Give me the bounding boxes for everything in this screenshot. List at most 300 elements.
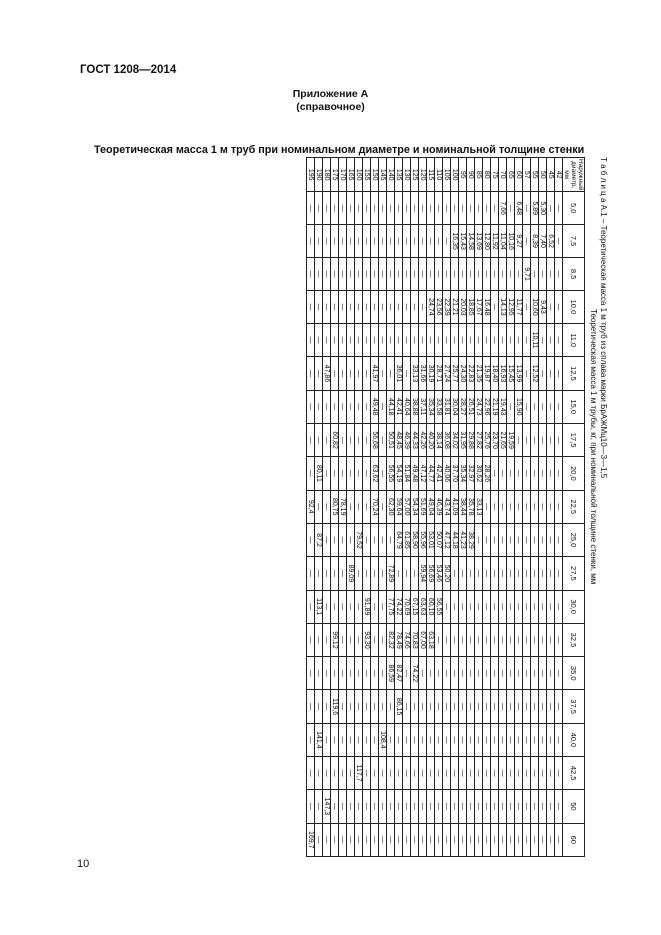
mass-cell: 19,87 bbox=[483, 357, 491, 390]
mass-cell: — bbox=[555, 390, 563, 423]
mass-cell: — bbox=[331, 523, 339, 556]
mass-cell: 99,12 bbox=[331, 623, 339, 656]
mass-cell: — bbox=[355, 690, 363, 723]
mass-cell: — bbox=[483, 790, 491, 823]
mass-cell: — bbox=[371, 590, 379, 623]
mass-cell: — bbox=[403, 224, 411, 257]
mass-cell: — bbox=[523, 423, 531, 456]
mass-cell: 25,77 bbox=[451, 357, 459, 390]
mass-cell: 38,44 bbox=[459, 490, 467, 523]
mass-cell: — bbox=[435, 757, 443, 790]
mass-cell: — bbox=[467, 723, 475, 756]
mass-cell: — bbox=[379, 523, 387, 556]
mass-cell: 7,66 bbox=[499, 192, 507, 225]
mass-cell: — bbox=[371, 657, 379, 690]
mass-cell: — bbox=[419, 258, 427, 291]
mass-cell: 63,62 bbox=[371, 457, 379, 490]
mass-cell: — bbox=[379, 457, 387, 490]
mass-cell: — bbox=[451, 192, 459, 225]
mass-cell: — bbox=[515, 523, 523, 556]
mass-cell: — bbox=[499, 590, 507, 623]
mass-cell: — bbox=[395, 757, 403, 790]
mass-cell: — bbox=[411, 192, 419, 225]
mass-cell: 18,85 bbox=[467, 290, 475, 323]
mass-cell: — bbox=[491, 457, 499, 490]
mass-cell: 93,30 bbox=[363, 623, 371, 656]
mass-cell: 141,4 bbox=[315, 723, 323, 756]
mass-cell: — bbox=[315, 224, 323, 257]
diameter-cell: 195 bbox=[307, 158, 315, 192]
mass-cell: — bbox=[523, 690, 531, 723]
table-row bbox=[539, 158, 547, 857]
table-row bbox=[547, 158, 555, 857]
mass-cell: — bbox=[371, 224, 379, 257]
mass-cell: — bbox=[499, 557, 507, 590]
mass-cell: 11,77 bbox=[515, 290, 523, 323]
mass-cell: — bbox=[323, 390, 331, 423]
mass-cell: — bbox=[403, 757, 411, 790]
mass-cell: 63,63 bbox=[419, 590, 427, 623]
mass-cell: — bbox=[331, 258, 339, 291]
mass-cell: — bbox=[539, 657, 547, 690]
diameter-cell: 100 bbox=[451, 158, 459, 192]
mass-cell: — bbox=[523, 192, 531, 225]
mass-cell: — bbox=[387, 192, 395, 225]
mass-cell: — bbox=[387, 258, 395, 291]
header-row bbox=[563, 158, 585, 857]
mass-cell: — bbox=[347, 423, 355, 456]
mass-cell: 67,15 bbox=[411, 590, 419, 623]
mass-cell: — bbox=[547, 823, 555, 856]
mass-cell: — bbox=[307, 657, 315, 690]
mass-cell: — bbox=[323, 823, 331, 856]
mass-cell: — bbox=[443, 790, 451, 823]
table-subcaption: Теоретическая масса 1 м трубы, кг, при номинальной толщине стенки, мм bbox=[589, 309, 598, 585]
mass-cell: 9,43 bbox=[539, 290, 547, 323]
mass-cell: 42,41 bbox=[395, 390, 403, 423]
table-row bbox=[403, 158, 411, 857]
mass-cell: — bbox=[371, 290, 379, 323]
mass-cell: 27,82 bbox=[475, 423, 483, 456]
mass-cell: — bbox=[539, 623, 547, 656]
mass-cell: — bbox=[451, 258, 459, 291]
mass-cell: — bbox=[323, 290, 331, 323]
table-row bbox=[379, 158, 387, 857]
mass-cell: — bbox=[483, 523, 491, 556]
mass-cell: — bbox=[483, 757, 491, 790]
mass-cell: — bbox=[435, 623, 443, 656]
mass-cell: 44,18 bbox=[451, 523, 459, 556]
mass-cell: — bbox=[323, 757, 331, 790]
mass-cell: — bbox=[371, 523, 379, 556]
mass-cell: — bbox=[483, 590, 491, 623]
mass-cell: — bbox=[555, 290, 563, 323]
mass-cell: — bbox=[347, 490, 355, 523]
mass-cell: 59,94 bbox=[419, 557, 427, 590]
mass-cell: — bbox=[347, 290, 355, 323]
mass-cell: 49,48 bbox=[371, 390, 379, 423]
mass-cell: — bbox=[507, 623, 515, 656]
mass-cell: — bbox=[371, 757, 379, 790]
mass-cell: 37,11 bbox=[419, 390, 427, 423]
mass-cell: — bbox=[451, 723, 459, 756]
mass-cell: — bbox=[371, 690, 379, 723]
mass-cell: — bbox=[395, 324, 403, 357]
mass-cell: — bbox=[507, 192, 515, 225]
mass-cell: 41,09 bbox=[451, 490, 459, 523]
mass-cell: — bbox=[523, 623, 531, 656]
mass-cell: — bbox=[467, 657, 475, 690]
mass-cell: — bbox=[403, 690, 411, 723]
mass-cell: — bbox=[531, 723, 539, 756]
mass-cell: — bbox=[547, 523, 555, 556]
diameter-cell: 55 bbox=[531, 158, 539, 192]
mass-cell: — bbox=[435, 258, 443, 291]
mass-cell: — bbox=[539, 557, 547, 590]
mass-cell: — bbox=[531, 623, 539, 656]
mass-cell: — bbox=[491, 590, 499, 623]
mass-cell: — bbox=[339, 623, 347, 656]
mass-cell: 60,82 bbox=[331, 423, 339, 456]
mass-cell: — bbox=[323, 690, 331, 723]
mass-cell: — bbox=[331, 823, 339, 856]
mass-cell: — bbox=[539, 590, 547, 623]
mass-cell: — bbox=[507, 657, 515, 690]
mass-cell: — bbox=[467, 324, 475, 357]
mass-cell: 38,14 bbox=[435, 423, 443, 456]
table-row bbox=[451, 158, 459, 857]
diameter-cell: 120 bbox=[419, 158, 427, 192]
mass-cell: — bbox=[491, 557, 499, 590]
mass-cell: — bbox=[379, 290, 387, 323]
mass-cell: — bbox=[363, 523, 371, 556]
mass-cell: 58,90 bbox=[411, 523, 419, 556]
diameter-cell: 105 bbox=[443, 158, 451, 192]
mass-cell: — bbox=[491, 258, 499, 291]
mass-cell: — bbox=[547, 258, 555, 291]
mass-cell: — bbox=[523, 357, 531, 390]
appendix-heading bbox=[0, 88, 661, 114]
mass-cell: — bbox=[307, 423, 315, 456]
mass-cell: 34,02 bbox=[451, 423, 459, 456]
mass-cell: — bbox=[555, 192, 563, 225]
mass-cell: — bbox=[427, 324, 435, 357]
mass-cell: 51,84 bbox=[403, 457, 411, 490]
mass-cell: 35,78 bbox=[467, 490, 475, 523]
mass-cell: 36,01 bbox=[395, 357, 403, 390]
mass-cell: — bbox=[507, 690, 515, 723]
mass-cell: — bbox=[555, 423, 563, 456]
mass-cell: — bbox=[555, 823, 563, 856]
header-cell: 25,0 bbox=[563, 523, 585, 556]
mass-cell: 41,97 bbox=[371, 357, 379, 390]
mass-cell: — bbox=[379, 823, 387, 856]
mass-cell: — bbox=[531, 390, 539, 423]
mass-cell: 117,7 bbox=[355, 757, 363, 790]
mass-cell: — bbox=[355, 557, 363, 590]
mass-cell: — bbox=[475, 192, 483, 225]
mass-cell: 31,81 bbox=[443, 390, 451, 423]
mass-cell: — bbox=[531, 690, 539, 723]
mass-cell: — bbox=[547, 390, 555, 423]
mass-cell: 60,10 bbox=[427, 590, 435, 623]
mass-cell: — bbox=[355, 224, 363, 257]
mass-cell: — bbox=[347, 790, 355, 823]
mass-cell: — bbox=[459, 324, 467, 357]
mass-cell: 17,67 bbox=[475, 290, 483, 323]
mass-cell: — bbox=[411, 690, 419, 723]
mass-cell: — bbox=[491, 324, 499, 357]
mass-cell: — bbox=[555, 623, 563, 656]
mass-cell: — bbox=[363, 690, 371, 723]
mass-cell: — bbox=[491, 490, 499, 523]
mass-cell: 26,51 bbox=[467, 390, 475, 423]
diameter-header: Наружный диаметр, мм bbox=[563, 159, 584, 191]
mass-cell: — bbox=[347, 690, 355, 723]
mass-cell: — bbox=[379, 490, 387, 523]
mass-cell: 53,01 bbox=[427, 523, 435, 556]
mass-cell: — bbox=[547, 757, 555, 790]
mass-cell: — bbox=[499, 690, 507, 723]
table-row bbox=[523, 158, 531, 857]
mass-cell: — bbox=[355, 357, 363, 390]
mass-cell: — bbox=[411, 557, 419, 590]
mass-cell: — bbox=[523, 657, 531, 690]
diameter-cell: 145 bbox=[379, 158, 387, 192]
mass-cell: — bbox=[499, 823, 507, 856]
mass-cell: — bbox=[347, 390, 355, 423]
mass-cell: — bbox=[459, 192, 467, 225]
mass-cell: — bbox=[395, 192, 403, 225]
mass-cell: — bbox=[555, 224, 563, 257]
mass-cell: — bbox=[555, 357, 563, 390]
mass-cell: — bbox=[475, 690, 483, 723]
mass-cell: 16,93 bbox=[499, 357, 507, 390]
mass-cell: — bbox=[515, 790, 523, 823]
mass-cell: — bbox=[555, 324, 563, 357]
mass-cell: — bbox=[435, 192, 443, 225]
mass-cell: — bbox=[491, 823, 499, 856]
mass-cell: 55,96 bbox=[419, 523, 427, 556]
mass-cell: — bbox=[315, 290, 323, 323]
header-cell: 11,0 bbox=[563, 324, 585, 357]
mass-cell: 31,66 bbox=[419, 357, 427, 390]
mass-cell: 119,6 bbox=[331, 690, 339, 723]
mass-cell: 12,95 bbox=[507, 290, 515, 323]
header-cell: 60 bbox=[563, 823, 585, 856]
mass-cell: — bbox=[531, 258, 539, 291]
mass-cell: 50,51 bbox=[387, 423, 395, 456]
mass-cell: — bbox=[363, 823, 371, 856]
mass-cell: — bbox=[443, 324, 451, 357]
mass-cell: — bbox=[379, 390, 387, 423]
mass-cell: 14,58 bbox=[467, 224, 475, 257]
mass-cell: 7,40 bbox=[539, 224, 547, 257]
mass-cell: — bbox=[419, 224, 427, 257]
mass-cell: 25,76 bbox=[483, 423, 491, 456]
mass-cell: — bbox=[499, 657, 507, 690]
mass-cell: — bbox=[547, 490, 555, 523]
mass-cell: — bbox=[427, 723, 435, 756]
mass-cell: — bbox=[355, 723, 363, 756]
mass-cell: 63,18 bbox=[427, 623, 435, 656]
mass-cell: — bbox=[323, 457, 331, 490]
mass-cell: — bbox=[491, 192, 499, 225]
mass-cell: — bbox=[347, 623, 355, 656]
table-row bbox=[331, 158, 339, 857]
table-row bbox=[307, 158, 315, 857]
mass-cell: — bbox=[411, 258, 419, 291]
mass-cell: — bbox=[531, 823, 539, 856]
mass-cell: 50,20 bbox=[443, 557, 451, 590]
mass-cell: — bbox=[475, 723, 483, 756]
mass-cell: — bbox=[491, 657, 499, 690]
mass-cell: 24,74 bbox=[427, 290, 435, 323]
mass-cell: — bbox=[331, 723, 339, 756]
mass-cell: — bbox=[379, 357, 387, 390]
table-row bbox=[315, 158, 323, 857]
mass-cell: 72,89 bbox=[387, 557, 395, 590]
mass-cell: — bbox=[483, 192, 491, 225]
mass-cell: — bbox=[387, 290, 395, 323]
mass-cell: — bbox=[531, 457, 539, 490]
table-row bbox=[419, 158, 427, 857]
mass-cell: — bbox=[539, 690, 547, 723]
mass-cell: 28,27 bbox=[459, 390, 467, 423]
mass-cell: 44,33 bbox=[411, 423, 419, 456]
table-row bbox=[323, 158, 331, 857]
mass-cell: — bbox=[539, 523, 547, 556]
mass-cell: 54,34 bbox=[411, 490, 419, 523]
mass-cell: — bbox=[539, 324, 547, 357]
mass-cell: 11,04 bbox=[499, 224, 507, 257]
mass-cell: — bbox=[435, 690, 443, 723]
header-cell: 10,0 bbox=[563, 290, 585, 323]
header-cell: 20,0 bbox=[563, 457, 585, 490]
mass-cell: — bbox=[555, 690, 563, 723]
mass-cell: — bbox=[315, 623, 323, 656]
table-row bbox=[555, 158, 563, 857]
mass-cell: — bbox=[523, 590, 531, 623]
mass-cell: — bbox=[331, 590, 339, 623]
mass-cell: — bbox=[459, 258, 467, 291]
mass-cell: 40,64 bbox=[403, 390, 411, 423]
mass-cell: — bbox=[419, 290, 427, 323]
mass-cell: — bbox=[475, 623, 483, 656]
mass-cell: — bbox=[443, 823, 451, 856]
mass-cell: — bbox=[523, 324, 531, 357]
mass-cell: 42,26 bbox=[419, 423, 427, 456]
mass-cell: — bbox=[387, 224, 395, 257]
mass-cell: — bbox=[355, 823, 363, 856]
mass-cell: — bbox=[547, 657, 555, 690]
mass-cell: — bbox=[555, 258, 563, 291]
diameter-cell: 170 bbox=[339, 158, 347, 192]
mass-cell: — bbox=[491, 523, 499, 556]
mass-cell: — bbox=[379, 590, 387, 623]
mass-cell: — bbox=[491, 290, 499, 323]
mass-cell: — bbox=[475, 523, 483, 556]
appendix-note: (справочное) bbox=[296, 101, 365, 113]
mass-cell: — bbox=[307, 357, 315, 390]
mass-cell: — bbox=[459, 557, 467, 590]
mass-cell: — bbox=[467, 557, 475, 590]
mass-cell: 19,59 bbox=[507, 423, 515, 456]
mass-cell: — bbox=[467, 690, 475, 723]
mass-cell: 47,12 bbox=[443, 523, 451, 556]
mass-cell: 64,79 bbox=[395, 523, 403, 556]
mass-cell: 30,19 bbox=[427, 357, 435, 390]
mass-cell: 82,47 bbox=[395, 657, 403, 690]
mass-cell: — bbox=[419, 757, 427, 790]
mass-cell: 57,00 bbox=[403, 490, 411, 523]
mass-cell: — bbox=[363, 557, 371, 590]
mass-cell: — bbox=[443, 192, 451, 225]
header-cell: 17,5 bbox=[563, 423, 585, 456]
mass-cell: — bbox=[555, 557, 563, 590]
mass-cell: — bbox=[307, 457, 315, 490]
mass-cell: — bbox=[347, 590, 355, 623]
mass-cell: 74,22 bbox=[411, 657, 419, 690]
mass-cell: — bbox=[435, 790, 443, 823]
mass-cell: 61,85 bbox=[403, 523, 411, 556]
mass-cell: — bbox=[307, 258, 315, 291]
mass-cell: 12,52 bbox=[531, 357, 539, 390]
mass-cell: — bbox=[467, 623, 475, 656]
mass-cell: — bbox=[427, 192, 435, 225]
mass-cell: — bbox=[339, 823, 347, 856]
mass-cell: — bbox=[459, 657, 467, 690]
mass-cell: — bbox=[339, 723, 347, 756]
mass-cell: — bbox=[363, 192, 371, 225]
mass-cell: 24,30 bbox=[459, 357, 467, 390]
mass-cell: 70,83 bbox=[411, 623, 419, 656]
mass-cell: 47,86 bbox=[323, 357, 331, 390]
mass-cell: 23,56 bbox=[435, 290, 443, 323]
mass-cell: — bbox=[475, 258, 483, 291]
diameter-cell: 75 bbox=[491, 158, 499, 192]
mass-cell: 13,99 bbox=[515, 357, 523, 390]
mass-cell: — bbox=[547, 423, 555, 456]
mass-cell: 14,13 bbox=[499, 290, 507, 323]
table-row bbox=[339, 158, 347, 857]
mass-cell: — bbox=[307, 290, 315, 323]
mass-cell: — bbox=[307, 757, 315, 790]
mass-cell: — bbox=[475, 590, 483, 623]
mass-cell: — bbox=[363, 390, 371, 423]
mass-cell: — bbox=[539, 490, 547, 523]
mass-cell: — bbox=[531, 757, 539, 790]
mass-cell: — bbox=[395, 723, 403, 756]
mass-cell: — bbox=[331, 390, 339, 423]
mass-cell: — bbox=[403, 290, 411, 323]
mass-cell: — bbox=[547, 690, 555, 723]
mass-cell: — bbox=[467, 590, 475, 623]
mass-cell: 74,22 bbox=[395, 590, 403, 623]
mass-cell: — bbox=[315, 423, 323, 456]
mass-cell: — bbox=[451, 590, 459, 623]
mass-cell: 41,23 bbox=[459, 523, 467, 556]
mass-cell: — bbox=[379, 623, 387, 656]
mass-cell: 12,80 bbox=[483, 224, 491, 257]
mass-cell: — bbox=[451, 823, 459, 856]
mass-cell: — bbox=[523, 290, 531, 323]
mass-cell: — bbox=[339, 590, 347, 623]
mass-cell: — bbox=[339, 192, 347, 225]
mass-cell: — bbox=[387, 790, 395, 823]
mass-cell: 10,60 bbox=[531, 290, 539, 323]
mass-cell: 38,88 bbox=[411, 390, 419, 423]
